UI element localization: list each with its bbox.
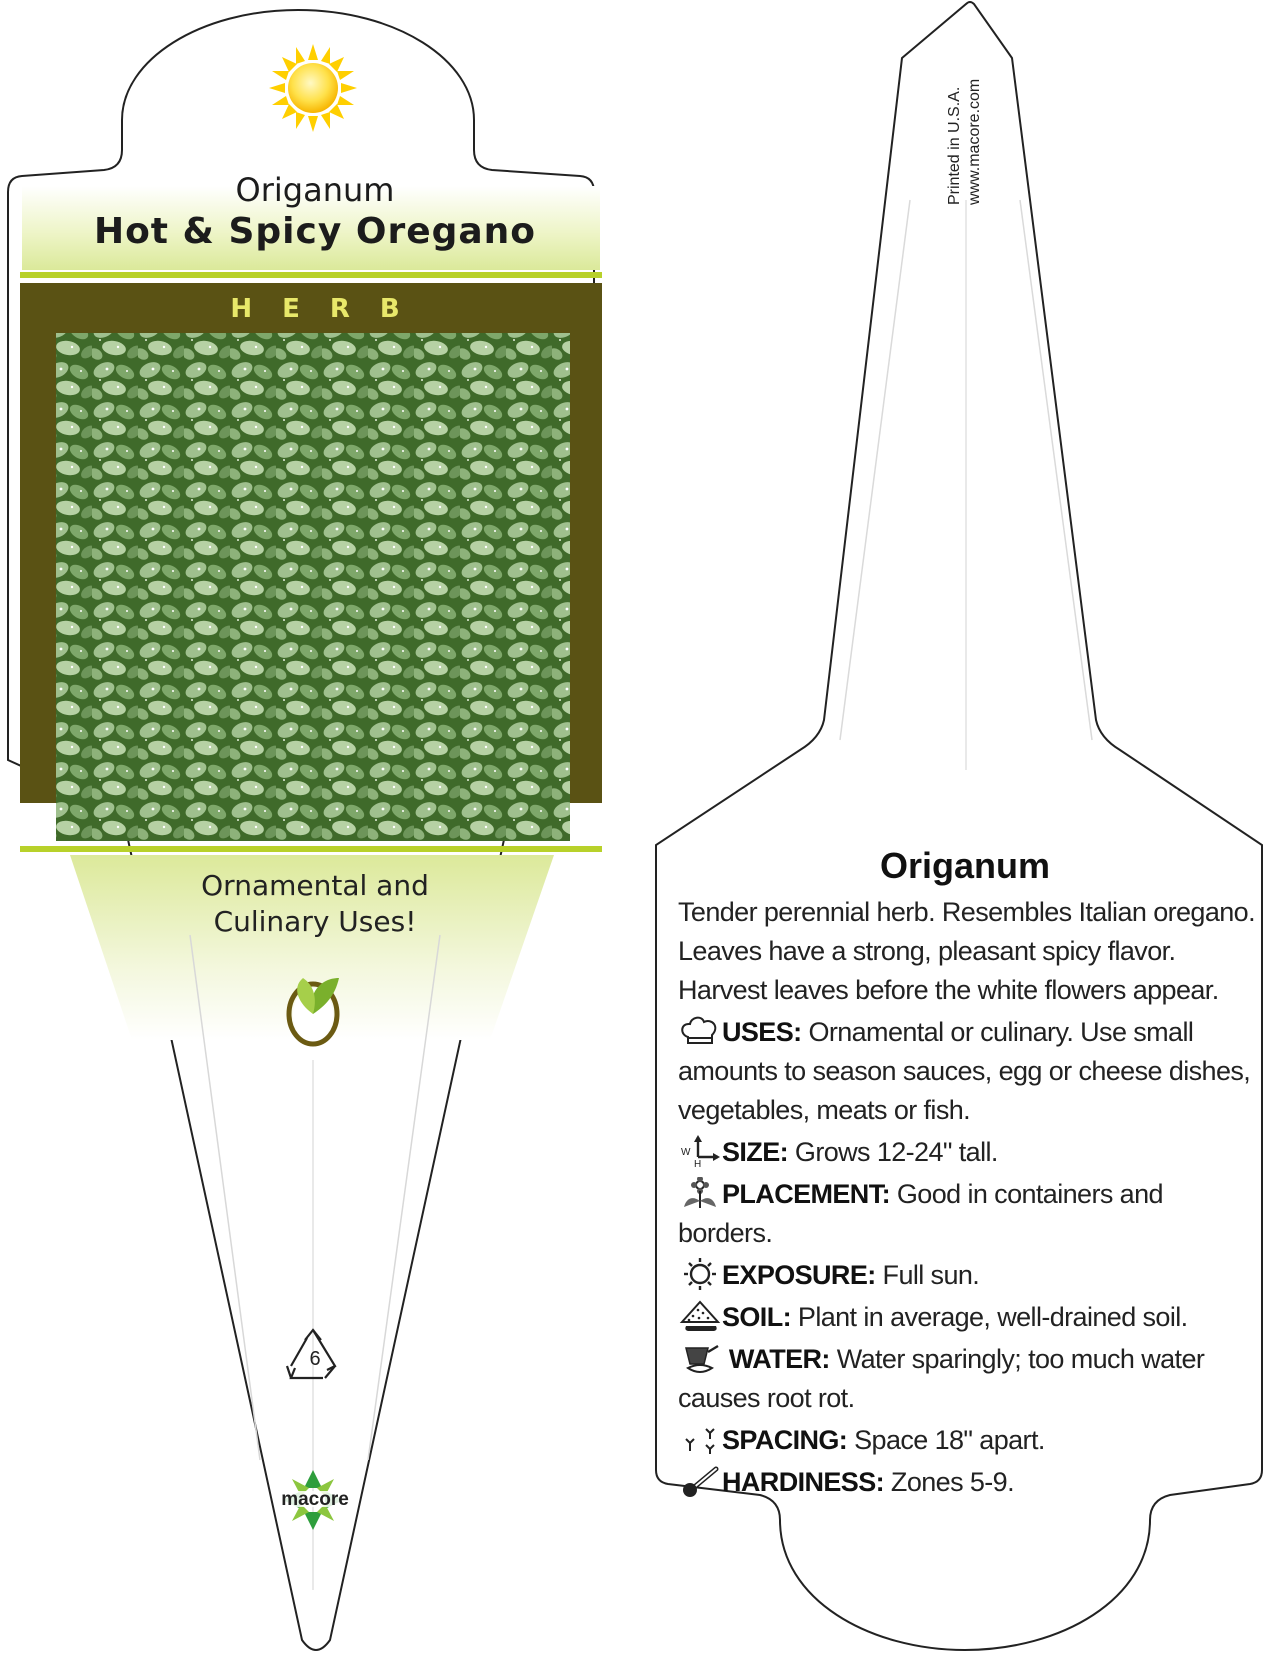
soil-text: Plant in average, well-drained soil. <box>797 1302 1188 1332</box>
flower-plant-icon <box>678 1177 722 1209</box>
size-icon-w: W <box>681 1147 690 1158</box>
thermometer-icon <box>678 1465 722 1497</box>
water-text: Water sparingly; too much water causes root rot. <box>678 1344 1205 1413</box>
sun-icon <box>269 44 357 132</box>
printing-info <box>945 79 985 205</box>
description: Tender perennial herb. Resembles Italian oregano. Leaves have a strong, pleasant spicy flavor. Harvest leaves before the white flowers appear. <box>678 897 1255 1005</box>
spacing-label: SPACING: <box>722 1425 848 1455</box>
spacing-icon <box>678 1423 722 1455</box>
tagline-line1: Ornamental and <box>201 869 429 902</box>
care-instructions <box>678 893 1258 1502</box>
printed-in: Printed in U.S.A. <box>946 86 963 205</box>
uses-text: Ornamental or culinary. Use small amounts to season sauces, egg or cheese dishes, vegetables, meats or fish. <box>678 1017 1251 1125</box>
size-icon <box>678 1135 722 1167</box>
hardiness-row <box>678 1463 1258 1502</box>
front-genus: Origanum <box>235 171 395 209</box>
uses-row <box>678 1013 1258 1130</box>
size-text: Grows 12-24" tall. <box>794 1137 998 1167</box>
plant-photo <box>56 333 570 841</box>
soil-row <box>678 1298 1258 1337</box>
recycle-code: 6 <box>309 1348 321 1370</box>
front-cultivar: Hot & Spicy Oregano <box>93 211 537 252</box>
placement-row <box>678 1175 1258 1253</box>
uses-label: USES: <box>722 1017 802 1047</box>
exposure-label: EXPOSURE: <box>722 1260 876 1290</box>
sun-outline-icon <box>678 1258 722 1290</box>
placement-label: PLACEMENT: <box>722 1179 890 1209</box>
chef-hat-icon <box>678 1015 722 1047</box>
soil-label: SOIL: <box>722 1302 791 1332</box>
soil-icon <box>678 1300 722 1332</box>
spacing-row <box>678 1421 1258 1460</box>
accent-line-top <box>20 272 602 278</box>
hardiness-text: Zones 5-9. <box>890 1467 1014 1497</box>
accent-line-bottom <box>20 846 602 852</box>
water-row <box>678 1340 1258 1418</box>
size-label: SIZE: <box>722 1137 789 1167</box>
tagline <box>120 868 510 940</box>
placement-text: Good in containers and borders. <box>678 1179 1163 1248</box>
front-title-block <box>20 170 610 254</box>
exposure-text: Full sun. <box>882 1260 980 1290</box>
tagline-line2: Culinary Uses! <box>213 905 417 938</box>
size-icon-h: H <box>694 1159 701 1167</box>
watering-can-icon <box>678 1342 722 1374</box>
water-label: WATER: <box>728 1344 830 1374</box>
brand-name: macore <box>281 1489 349 1510</box>
hardiness-label: HARDINESS: <box>722 1467 885 1497</box>
exposure-row <box>678 1256 1258 1295</box>
size-row <box>678 1133 1258 1172</box>
website: www.macore.com <box>966 78 983 205</box>
spacing-text: Space 18" apart. <box>854 1425 1045 1455</box>
category-label: HERB <box>230 294 430 324</box>
back-title: Origanum <box>879 845 1050 886</box>
